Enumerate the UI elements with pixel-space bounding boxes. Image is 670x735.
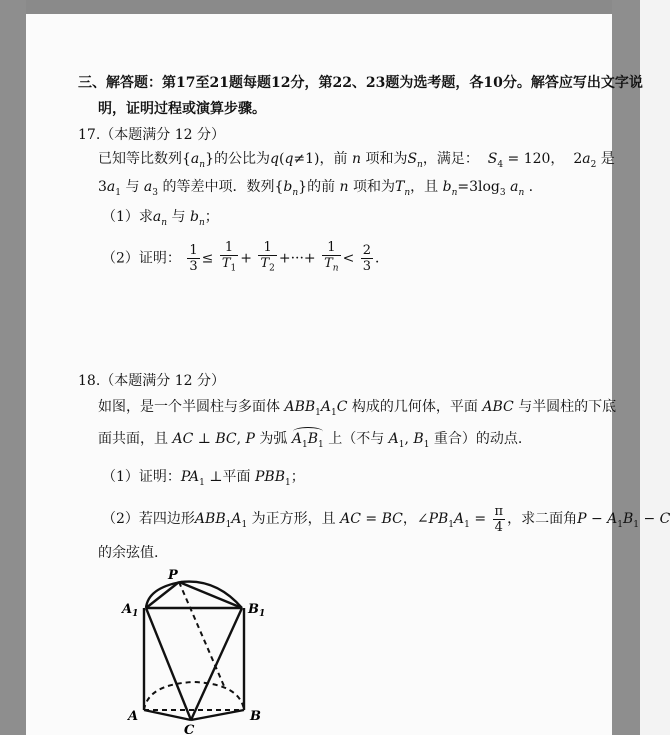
exam-page (26, 14, 670, 735)
label-B: B (250, 709, 261, 724)
top-semicircle-arc (146, 582, 242, 608)
bottom-semicircle-arc (144, 682, 244, 710)
label-A: A (128, 709, 139, 724)
q17-part1: （1）求$a_n$ 与 $b_n$； (102, 209, 219, 228)
edge-A1C (146, 608, 191, 720)
q18-part2-end: 的余弦值. (98, 545, 159, 561)
label-C: C (184, 723, 195, 735)
edge-B1C (191, 608, 242, 720)
q18-stem-line1: 如图，是一个半圆柱与多面体 $ABB_1A_1C$ 构成的几何体，平面 ABC 与半圆柱的下底 (98, 399, 617, 418)
label-B1: $B_1$ (248, 602, 266, 619)
viewer-left-border (0, 0, 26, 735)
edge-AC (144, 710, 191, 720)
q17-stem-line1: 已知等比数列$\{a_n\}$的公比为q(q≠1)，前 n 项和为$S_n$，满足： $S_4 = 120$， $2a_2$ 是 (98, 151, 615, 170)
section-heading-line1: 三、解答题：第17至21题每题12分，第22、23题为选考题，各10分。解答应写出文字说 (78, 75, 643, 91)
label-A1: $A_1$ (122, 602, 139, 619)
viewer-right-border (612, 0, 640, 735)
q17-header: 17.（本题满分 12 分） (78, 127, 225, 143)
q18-part2: （2）若四边形$ABB_1A_1$ 为正方形，且 AC = BC，$\angle PB_1A_1$ = $\frac{\pi}{4}$ ，求二面角$P - A_1B_1 - C$ (102, 503, 670, 535)
q18-part1: （1）证明：$PA_1$ ⊥平面 $PBB_1$； (102, 469, 305, 488)
geometry-figure (116, 570, 316, 735)
q17-stem-line2: $3a_1$ 与 $a_3$ 的等差中项．数列$\{b_n\}$的前 n 项和为$T_n$，且 $b_n=3\log_3$ $a_n$ . (98, 179, 534, 198)
q18-header: 18.（本题满分 12 分） (78, 373, 225, 389)
section-heading-line2: 明，证明过程或演算步骤。 (98, 101, 266, 117)
viewer-top-border (0, 0, 640, 14)
label-P: P (168, 568, 178, 583)
edge-BC (191, 710, 244, 720)
q18-stem-line2: 面共面，且 AC ⊥ BC, P 为弧 $A_1B_1$ 上（不与 $A_1$, $B_1$ 重合）的动点. (98, 430, 522, 454)
q17-part2: （2）证明： $\frac{1}{3}$ ≤ $\frac{1}{T_1}$ + $\frac{1}{T_2}$ +···+ $\frac{1}{T_n}$ < $\frac{2}{3}$ ． (102, 240, 390, 274)
